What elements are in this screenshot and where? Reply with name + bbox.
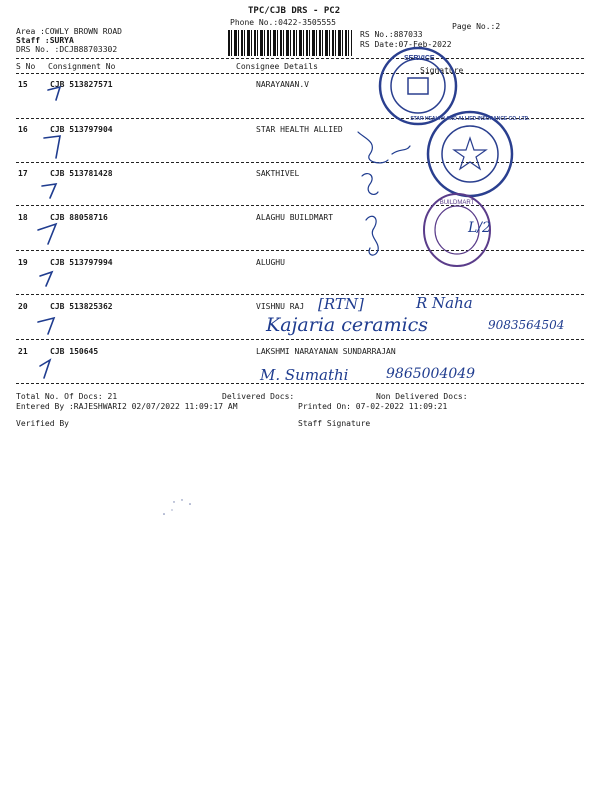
signature-16 — [358, 132, 410, 163]
page-number: Page No.:2 — [452, 22, 501, 31]
tick-mark-15 — [48, 87, 60, 100]
row-consignee: VISHNU RAJ — [256, 302, 305, 311]
row20-initials: R Naha — [416, 294, 473, 312]
row-consignee: ALAGHU BUILDMART — [256, 213, 334, 222]
staff-signature: Staff Signature — [298, 419, 371, 428]
tick-mark-20 — [38, 318, 54, 334]
row-consignee: ALUGHU — [256, 258, 285, 267]
row-sno: 15 — [18, 80, 28, 89]
row-sno: 19 — [18, 258, 28, 267]
phone-number: Phone No.:0422-3505555 — [230, 18, 336, 27]
star-health-stamp-text: STAR HEALTH AND ALLIED INSURANCE CO. LTD. — [410, 116, 530, 122]
non-delivered-docs: Non Delivered Docs: — [376, 392, 468, 401]
header-rule-top — [16, 58, 584, 59]
row21-name: M. Sumathi — [260, 366, 349, 384]
row-sno: 20 — [18, 302, 28, 311]
row-consignee: STAR HEALTH ALLIED — [256, 125, 343, 134]
row21-phone: 9865004049 — [386, 366, 476, 382]
printed-on: Printed On: 07-02-2022 11:09:21 — [298, 402, 448, 411]
row-sno: 21 — [18, 347, 28, 356]
tick-mark-18 — [38, 224, 56, 244]
row-consignment: CJB 513797904 — [50, 125, 113, 134]
stray-marks — [160, 496, 200, 518]
tick-mark-21 — [40, 360, 50, 378]
rs-date: RS Date:07-Feb-2022 — [360, 40, 452, 49]
row-divider — [16, 205, 584, 206]
row-consignment: CJB 513797994 — [50, 258, 113, 267]
document-title: TPC/CJB DRS - PC2 — [248, 6, 341, 16]
row-consignment: CJB 150645 — [50, 347, 99, 356]
area-label: Area :COWLY BROWN ROAD — [16, 27, 122, 36]
total-docs: Total No. Of Docs: 21 — [16, 392, 118, 401]
col-sno: S No — [16, 62, 36, 71]
barcode — [228, 30, 352, 56]
row-sno: 16 — [18, 125, 28, 134]
rs-number: RS No.:887033 — [360, 30, 423, 39]
row-consignment: CJB 513825362 — [50, 302, 113, 311]
col-consignee: Consignee Details — [236, 62, 318, 71]
drs-number: DRS No. :DCJB88703302 — [16, 45, 118, 54]
col-consignment: Consignment No — [48, 62, 116, 71]
staff-label: Staff :SURYA — [16, 36, 74, 45]
row-sno: 17 — [18, 169, 28, 178]
row20-phone: 9083564504 — [488, 318, 565, 332]
tick-mark-19 — [40, 272, 52, 286]
signature-scribbles — [348, 124, 448, 294]
row-sno: 18 — [18, 213, 28, 222]
svg-text:SERVICE: SERVICE — [404, 55, 435, 62]
row20-company: Kajaria ceramics — [266, 314, 429, 336]
tick-marks — [36, 86, 99, 386]
delivered-docs: Delivered Docs: — [222, 392, 295, 401]
col-signature: Signature — [420, 66, 464, 75]
row20-rtn-note: [RTN] — [318, 295, 364, 313]
row-consignee: SAKTHIVEL — [256, 169, 300, 178]
tick-mark-16 — [44, 136, 60, 158]
tick-mark-17 — [42, 184, 56, 198]
row-consignment: CJB 513781428 — [50, 169, 113, 178]
row-consignment: CJB 88058716 — [50, 213, 108, 222]
row-consignee: LAKSHMI NARAYANAN SUNDARRAJAN — [256, 347, 396, 356]
entered-by: Entered By :RAJESHWARI2 02/07/2022 11:09:17 AM — [16, 402, 238, 411]
row-consignment: CJB 513827571 — [50, 80, 113, 89]
signature-18 — [366, 216, 378, 255]
row-divider — [16, 294, 584, 295]
svg-text:BUILDMART: BUILDMART — [439, 200, 475, 206]
verified-by: Verified By — [16, 419, 69, 428]
signature-17 — [362, 174, 378, 195]
header-rule-bottom — [16, 73, 584, 74]
row-consignee: NARAYANAN.V — [256, 80, 309, 89]
row-divider — [16, 339, 584, 340]
row-divider — [16, 250, 584, 251]
row18-scribble: L/2 — [468, 220, 491, 236]
